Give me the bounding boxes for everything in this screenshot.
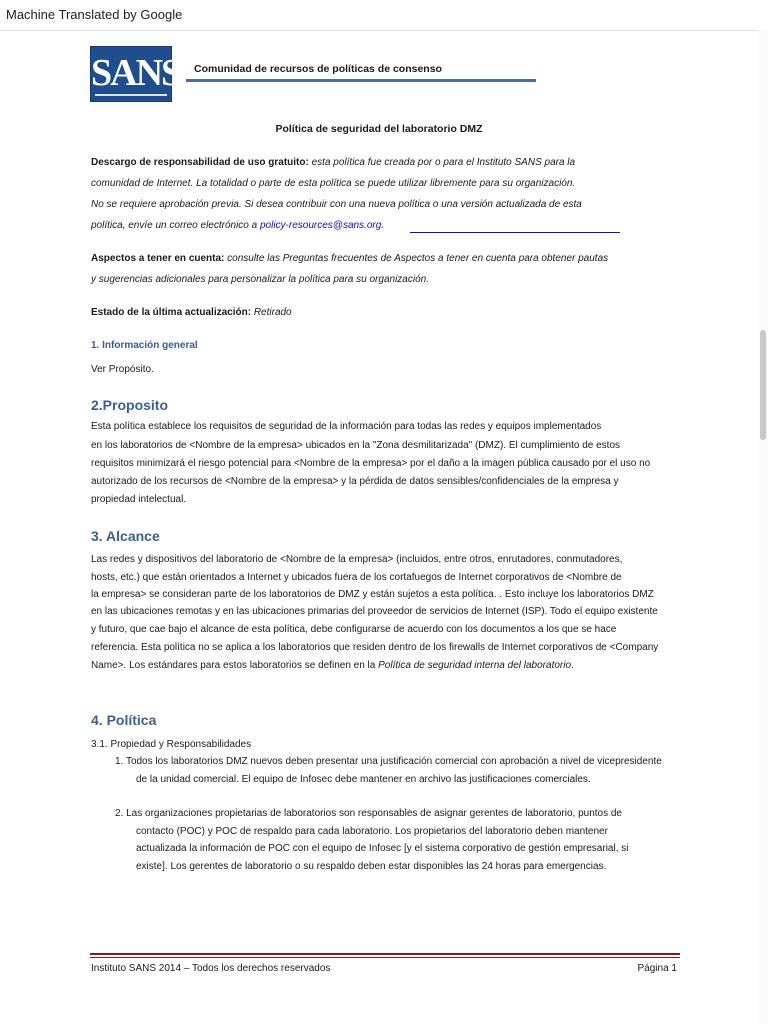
translate-banner-text: Machine Translated by Google (6, 7, 183, 22)
status-value: Retirado (251, 307, 292, 318)
disclaimer-text-4: política, envíe un correo electrónico a (91, 220, 260, 231)
section-2-line: en los laboratorios de <Nombre de la empresa> ubicados en la "Zona desmilitarizada" (DMZ). El cumplimiento de estos (91, 440, 621, 451)
section-3-line: y futuro, que cae bajo el alcance de esta política, debe configurarse de acuerdo con los documentos a los que se hace (91, 624, 617, 635)
item-2-line-3: actualizada la información de POC con el equipo de Infosec [y el sistema corporativo de gestión empresarial, si (136, 843, 629, 854)
item-2-line-1: 2. Las organizaciones propietarias de laboratorios son responsables de asignar gerentes de laboratorio, puntos de (115, 808, 622, 819)
sans-logo (90, 46, 181, 102)
scrollbar-thumb[interactable] (760, 330, 766, 440)
considerations-label: Aspectos a tener en cuenta: (91, 253, 225, 264)
footer-rule (90, 953, 680, 955)
document-page (0, 30, 758, 1024)
section-1-text: Ver Propósito. (91, 364, 154, 375)
section-1-heading: 1. Información general (91, 340, 198, 351)
community-heading: Comunidad de recursos de políticas de consenso (194, 63, 442, 75)
section-3-line: la empresa> se consideran parte de los laboratorios de DMZ y están sujetos a esta política. . Esto incluye los laboratorios DMZ (91, 589, 654, 600)
considerations-text-1: consulte las Preguntas frecuentes de Aspectos a tener en cuenta para obtener pautas (224, 253, 609, 264)
section-3-line: Las redes y dispositivos del laboratorio de <Nombre de la empresa> (incluidos, entre otros, enrutadores, conmutadores, (91, 554, 623, 565)
disclaimer-line-3: No se requiere aprobación previa. Si desea contribuir con una nueva política o una versión actualizada de esta (91, 199, 582, 210)
logo-strip (95, 94, 167, 96)
status-label: Estado de la última actualización: (91, 307, 252, 318)
internal-policy-reference: Política de seguridad interna del laboratorio (378, 660, 572, 671)
status-line (91, 306, 292, 320)
considerations-line-2: y sugerencias adicionales para personalizar la política para su organización. (91, 274, 429, 285)
section-3-line-last (91, 659, 574, 673)
item-2-line-2: contacto (POC) y POC de respaldo para cada laboratorio. Los propietarios del laboratorio deben mantener (136, 826, 608, 837)
section-3-line: referencia. Esta política no se aplica a los laboratorios que residen dentro de los firewalls de Internet corporativos de <Company (91, 642, 659, 653)
disclaimer-label: Descargo de responsabilidad de uso gratuito: (91, 157, 309, 168)
section-3-period: . (571, 660, 574, 671)
item-1-line-2: de la unidad comercial. El equipo de Infosec debe mantener en archivo las justificaciones comerciales. (136, 774, 591, 785)
considerations-line-1 (91, 252, 608, 266)
section-4-heading: 4. Política (91, 712, 157, 728)
disclaimer-line-4 (91, 219, 384, 233)
section-2-line: requisitos minimizará el riesgo potencial para <Nombre de la empresa> por el daño a la imagen pública causado por el uso no (91, 458, 651, 469)
footer-rule-thin (90, 957, 680, 958)
disclaimer-text-1: esta política fue creada por o para el Instituto SANS para la (308, 157, 576, 168)
header-rule (186, 79, 536, 82)
disclaimer-period: . (381, 220, 385, 231)
item-1-line-1: 1. Todos los laboratorios DMZ nuevos deben presentar una justificación comercial con aprobación a nivel de vicepresidente (115, 756, 662, 767)
section-2-line: propiedad intelectual. (91, 494, 187, 505)
item-2-line-4: existe]. Los gerentes de laboratorio o su respaldo deben estar disponibles las 24 horas para emergencias. (136, 861, 607, 872)
email-underline (410, 232, 620, 233)
document-title: Política de seguridad del laboratorio DMZ (275, 123, 483, 135)
footer-page-number: Página 1 (637, 963, 677, 974)
translate-banner (0, 0, 768, 31)
section-2-line: autorizado de los recursos de <Nombre de la empresa> y la pérdida de datos sensibles/confidenciales de la empresa y (91, 476, 619, 487)
section-2-line: Esta política establece los requisitos de seguridad de la información para todas las redes y equipos implementados (91, 421, 602, 432)
section-3-text: Name>. Los estándares para estos laboratorios se definen en la (91, 660, 379, 671)
subsection-3-1: 3.1. Propiedad y Responsabilidades (91, 739, 252, 750)
sans-logo-text: SANS (91, 52, 181, 94)
disclaimer-line-2: comunidad de Internet. La totalidad o parte de esta política se puede utilizar libremente para su organización. (91, 178, 576, 189)
footer-copyright: Instituto SANS 2014 – Todos los derechos reservados (91, 963, 331, 974)
section-3-line: hosts, etc.) que están orientados a Internet y ubicados fuera de los cortafuegos de Internet corporativos de <Nombre de (91, 572, 622, 583)
scrollbar[interactable] (758, 30, 768, 1024)
email-link[interactable]: policy-resources@sans.org (259, 220, 382, 231)
section-3-line: en las ubicaciones remotas y en las ubicaciones primarias del proveedor de servicios de Internet (ISP). Todo el equipo existente (91, 606, 658, 617)
disclaimer-line-1 (91, 156, 575, 170)
section-3-heading: 3. Alcance (91, 528, 160, 544)
section-2-heading: 2.Proposito (91, 397, 169, 413)
